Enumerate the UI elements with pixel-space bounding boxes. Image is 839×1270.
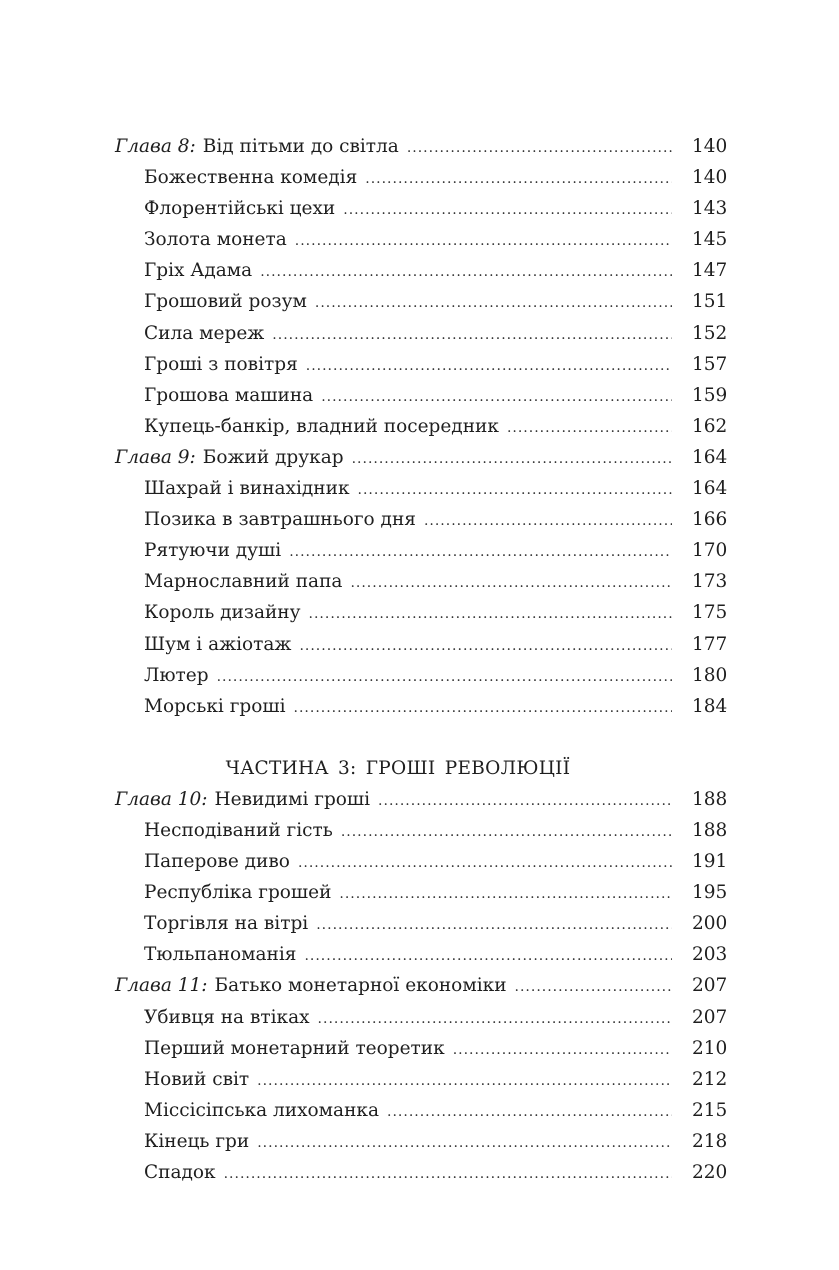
page-number: 175 [692,602,728,624]
toc-section-entry [115,504,726,535]
toc-entry-title [144,815,333,846]
dot-leader [289,537,672,568]
toc-section-entry [115,1002,726,1033]
page-number: 166 [692,509,728,531]
chapter-label: Глава 9: [115,446,196,468]
toc-section-entry [115,162,726,193]
toc-entry-title [144,286,307,317]
toc-section-entry [115,1095,726,1126]
toc-section-entry [115,1064,726,1095]
entry-title-text: Невидимі гроші [214,788,371,810]
entry-title-text: Тюльпаноманія [144,944,297,966]
toc-section-entry [115,286,726,317]
page-number: 212 [692,1068,728,1090]
toc-section-entry [115,877,726,908]
entry-title-text: Спадок [144,1162,216,1183]
toc-section-entry [115,473,726,504]
toc-entry-title [144,380,313,411]
toc-section-entry [115,1126,726,1157]
toc-section-entry [115,660,726,691]
toc-section-entry [115,908,726,939]
toc-entry-title [144,1157,216,1188]
dot-leader [299,631,672,662]
page-number: 164 [692,478,728,500]
entry-title-text: Божественна комедія [144,167,358,189]
page-number: 180 [692,664,728,686]
entry-title-text: Золота монета [144,229,287,251]
toc-entry-title [144,908,308,939]
toc-entry-title [144,846,290,877]
dot-leader [343,195,672,226]
dot-leader [316,910,672,941]
page-number: 140 [692,167,728,189]
toc-entry-title [115,442,344,473]
page-number: 215 [692,1099,728,1121]
page-number: 207 [692,975,728,997]
page-number: 152 [692,322,728,344]
toc-section-entry [115,411,726,442]
page-number: 188 [692,819,728,841]
toc-section-entry [115,597,726,628]
entry-title-text: Кінець гри [144,1130,250,1152]
chapter-label: Глава 10: [115,788,208,810]
dot-leader [387,1097,672,1128]
toc-entry-title [144,504,416,535]
dot-leader [378,786,672,817]
toc-chapter-entry [115,970,726,1001]
toc-entry-title [144,411,499,442]
page-number: 162 [692,415,728,437]
dot-leader [257,1128,672,1159]
page-number: 195 [692,882,728,904]
page-number: 177 [692,633,728,655]
entry-title-text: Купець-банкір, владний посередник [144,415,499,437]
page-number: 143 [692,198,728,220]
entry-title-text: Міссісіпська лихоманка [144,1099,380,1121]
dot-leader [217,662,672,693]
dot-leader [295,226,672,257]
entry-title-text: Марнославний папа [144,571,343,593]
dot-leader [339,879,672,910]
dot-leader [341,817,672,848]
page-number: 203 [692,944,728,966]
dot-leader [304,941,672,972]
toc-group-part-3 [115,784,726,1188]
entry-title-text: Лютер [144,664,209,686]
dot-leader [424,506,672,537]
entry-title-text: Король дизайну [144,602,301,624]
entry-title-text: Шахрай і винахідник [144,478,350,500]
dot-leader [298,848,672,879]
page-number: 200 [692,913,728,935]
page-number: 218 [692,1130,728,1152]
dot-leader [306,351,672,382]
dot-leader [294,693,672,724]
toc-entry-title [144,691,286,722]
section-gap [115,722,726,753]
toc-section-entry [115,566,726,597]
entry-title-text: Республіка грошей [144,882,332,904]
entry-title-text: Від пітьми до світла [202,136,399,157]
page-number: 151 [692,291,728,313]
dot-leader [315,288,672,319]
toc-entry-title [144,1064,249,1095]
entry-title-text: Перший монетарний теоретик [144,1037,445,1059]
dot-leader [515,972,672,1003]
toc-entry-title [144,629,291,660]
toc-entry-title [115,970,507,1001]
entry-title-text: Убивця на втіках [144,1006,310,1028]
toc-entry-title [144,255,252,286]
dot-leader [224,1159,672,1190]
entry-title-text: Грошовий розум [144,291,307,313]
toc-section-entry [115,318,726,349]
entry-title-text: Батько монетарної економіки [214,975,507,997]
toc-entry-title [144,349,298,380]
entry-title-text: Морські гроші [144,695,286,717]
toc-entry-title [115,784,370,815]
toc-entry-title [144,1095,379,1126]
page-number: 147 [692,260,728,282]
toc-entry-title [144,1126,249,1157]
toc-entry-title [144,660,209,691]
dot-leader [350,568,672,599]
dot-leader [352,444,672,475]
toc-section-entry [115,535,726,566]
dot-leader [321,382,672,413]
entry-title-text: Рятуючи душі [144,540,282,562]
toc-entry-title [144,193,335,224]
entry-title-text: Гроші з повітря [144,353,298,375]
page-number: 140 [692,136,728,157]
entry-title-text: Торгівля на вітрі [144,913,309,935]
toc-entry-title [144,318,264,349]
page-number: 184 [692,695,728,717]
toc-entry-title [144,1002,310,1033]
dot-leader [453,1035,672,1066]
toc-entry-title [115,131,399,162]
entry-title-text: Новий світ [144,1068,250,1090]
page-number: 173 [692,571,728,593]
chapter-label: Глава 8: [115,136,196,157]
page-number: 170 [692,540,728,562]
dot-leader [260,257,672,288]
toc-chapter-entry [115,442,726,473]
page-number: 207 [692,1006,728,1028]
page-number: 191 [692,851,728,873]
toc-section-entry [115,815,726,846]
chapter-label: Глава 11: [115,975,208,997]
toc-entry-title [144,1033,445,1064]
entry-title-text: Паперове диво [144,851,290,873]
toc-section-entry [115,629,726,660]
toc-section-entry [115,255,726,286]
toc-entry-title [144,162,357,193]
toc-section-entry [115,846,726,877]
toc-entry-title [144,877,331,908]
entry-title-text: Шум і ажіотаж [144,633,292,655]
toc-chapter-entry [115,784,726,815]
toc-entry-title [144,939,296,970]
toc-section-entry [115,380,726,411]
toc-entry-title [144,224,287,255]
toc-section-entry [115,224,726,255]
page-number: 188 [692,788,728,810]
toc-entry-title [144,535,281,566]
toc-entry-title [144,566,342,597]
dot-leader [257,1066,672,1097]
dot-leader [507,413,672,444]
dot-leader [318,1004,672,1035]
toc-section-entry [115,349,726,380]
dot-leader [309,599,672,630]
toc-chapter-entry [115,131,726,162]
toc-section-entry [115,691,726,722]
entry-title-text: Божий друкар [202,446,344,468]
entry-title-text: Грошова машина [144,384,314,406]
page-number: 210 [692,1037,728,1059]
page-number: 220 [692,1162,728,1183]
dot-leader [272,320,672,351]
entry-title-text: Гріх Адама [144,260,253,282]
page-number: 145 [692,229,728,251]
page-number: 157 [692,353,728,375]
entry-title-text: Сила мереж [144,322,265,344]
part-heading: ЧАСТИНА 3: ГРОШІ РЕВОЛЮЦІЇ [225,757,571,779]
toc-group-part-2 [115,131,726,722]
table-of-contents [115,131,726,1188]
dot-leader [407,133,672,164]
dot-leader [358,475,672,506]
page-number: 164 [692,446,728,468]
entry-title-text: Флорентійські цехи [144,198,336,220]
toc-entry-title [144,473,350,504]
toc-section-entry [115,1033,726,1064]
entry-title-text: Позика в завтрашнього дня [144,509,416,531]
page-number: 159 [692,384,728,406]
toc-entry-title [144,597,301,628]
dot-leader [365,164,672,195]
toc-section-entry [115,193,726,224]
toc-section-entry [115,1157,726,1188]
entry-title-text: Несподіваний гість [144,819,333,841]
toc-section-entry [115,939,726,970]
